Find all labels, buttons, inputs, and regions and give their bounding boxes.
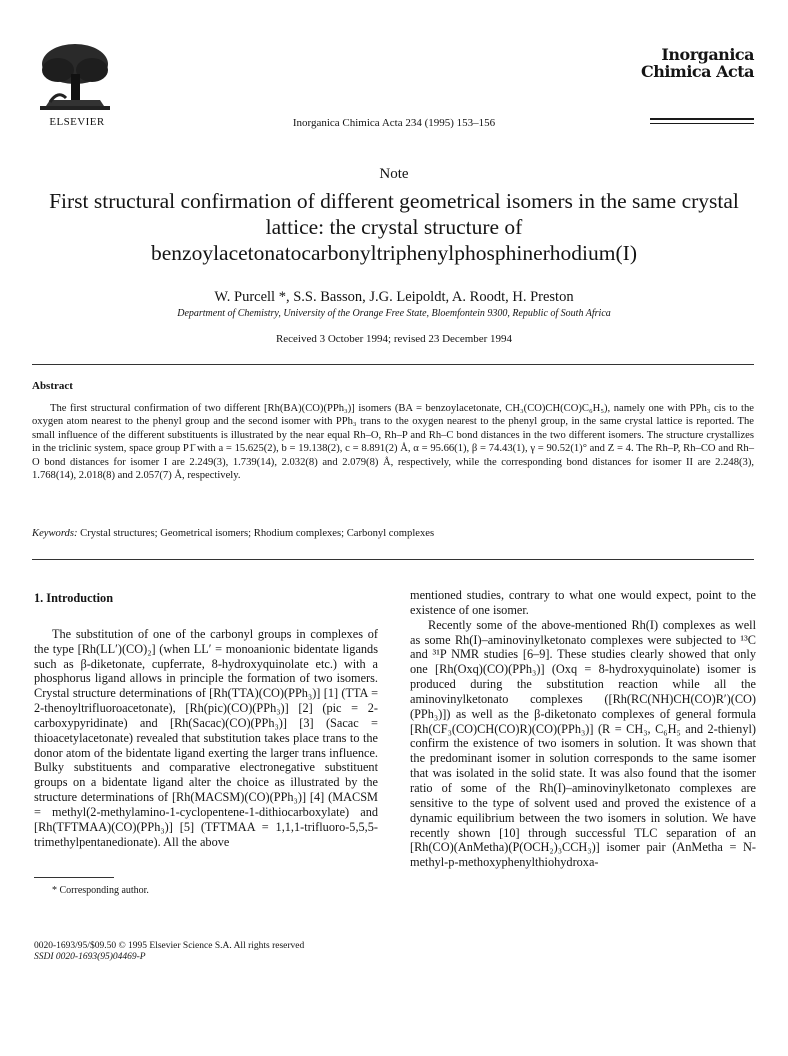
abstract-heading: Abstract (32, 380, 73, 392)
affiliation: Department of Chemistry, University of the Orange Free State, Bloemfontein 9300, Republic of South Africa (177, 308, 611, 319)
author-list: W. Purcell *, S.S. Basson, J.G. Leipoldt, A. Roodt, H. Preston (214, 289, 574, 305)
keywords-text: Crystal structures; Geometrical isomers; Rhodium complexes; Carbonyl complexes (80, 528, 435, 539)
ssdi: SSDI 0020-1693(95)04469-P (34, 952, 146, 962)
journal-logo-line1: Inorganica (661, 45, 754, 64)
paragraph: The substitution of one of the carbonyl groups in complexes of the type [Rh(LL′)(CO)₂] (when LL′ = monoanionic bidentate ligands such as β-diketonate, cupferrate, 8-hydroxyquinolate etc.) with a phosphorus ligand allows in principle the formation of two isomers. Crystal structure determinations of [Rh(TTA)(CO)(PPh₃)] [1] (TTA = 2-thenoyltrifluoroacetonate), [Rh(pic)(CO)(PPh₃)] [2] (pic = 2-carboxypyridinate) and [Rh(Sacac)(CO)(PPh₃)] [3] (Sacac = thioacetylacetonate) revealed that substitution takes place trans to the donor atom of the bidentate ligand exerting the larger trans influence. Bulky substituents and comparative electronegative substituent groups on a bidentate ligand alter the choice as illustrated by the structure determinations of [Rh(MACSM)(CO)(PPh₃)] [4] (MACSM = methyl(2-methylamino-1-cyclopentene-1-dithiocarboxylate) and [Rh(TFTMAA)(CO)(PPh₃)] [5] (TFTMAA = 1,1,1-trifluoro-5,5,5-trimethylpentanedionate). All the above (34, 626, 378, 849)
keywords (32, 528, 754, 539)
divider (32, 559, 754, 560)
paragraph: Recently some of the above-mentioned Rh(I) complexes as well as some Rh(I)–aminovinylketonato complexes were subjected to ¹³C and ³¹P NMR studies [6–9]. These studies clearly showed that only one [Rh(Oxq)(CO)(PPh₃)] (Oxq = 8-hydroxyquinolate) isomer is produced during the substitution reaction while all the aminovinylketonato complexes ([Rh(RC(NH)CH(CO)R′)(CO)(PPh₃)]) as well as the β-diketonato complexes of general formula [Rh(CF₃(CO)CH(CO)R)(CO)(PPh₃)] (R = CH₃, C₆H₅ and 2-thienyl) confirm the existence of two isomers in solution. It was shown that the predominant isomer in solution corresponds to the same isomer that was isolated in the solid state. It was also found that the isomer ratio of some of the Rh(I)–aminovinylketonato complexes are sensitive to the type of solvent used and proved the existence of a dynamic equilibrium between the two isomers in solution. We have recently shown [10] through successful TLC separation of an [Rh(CO)(AnMetha)(P(OCH₂)₃CCH₃)] isomer pair (AnMetha = N-methyl-p-methoxyphenylthiohydroxa- (410, 617, 756, 870)
journal-citation: Inorganica Chimica Acta 234 (1995) 153–156 (292, 117, 496, 129)
keywords-label: Keywords: (32, 528, 78, 539)
left-column (34, 591, 378, 850)
footnote: * Corresponding author. (52, 885, 149, 896)
article-title: First structural confirmation of different geometrical isomers in the same crystal lattice: the crystal structure of benzoylacetonatocarbonyltriphenylphosphinerhodium(I) (49, 189, 739, 265)
abstract-text: The first structural confirmation of two different [Rh(BA)(CO)(PPh₃)] isomers (BA = benzoylacetonate, CH₃(CO)CH(CO)C₆H₅), namely one with PPh₃ cis to the oxygen atom nearest to the phenyl group and the second isomer with PPh₃ trans to the oxygen nearest to the phenyl group, in the same crystal lattice is reported. The small influence of the different substituents is illustrated by the near equal Rh–O, Rh–P and Rh–C bond distances in the two different isomers. The structure crystallizes in the triclinic system, space group P1̄ with a = 15.625(2), b = 19.138(2), c = 8.891(2) Å, α = 95.66(1), β = 74.43(1), γ = 90.52(1)° and Z = 4. The Rh–P, Rh–CO and Rh–O bond distances for isomer I are 2.249(3), 1.739(14), 2.032(8) and 2.079(8) Å, respectively, while the corresponding bond distances for isomer II are 2.248(3), 1.768(14), 2.018(8) and 2.057(7) Å, respectively. (32, 403, 754, 482)
divider (32, 364, 754, 365)
article-type: Note (379, 166, 409, 182)
copyright: 0020-1693/95/$09.50 © 1995 Elsevier Science S.A. All rights reserved (34, 941, 305, 951)
publisher-name: ELSEVIER (49, 116, 105, 128)
journal-rule (650, 123, 754, 124)
right-column (410, 588, 756, 870)
footnote-rule (34, 877, 114, 878)
received-dates: Received 3 October 1994; revised 23 December 1994 (275, 333, 513, 345)
paragraph: mentioned studies, contrary to what one would expect, point to the existence of one isomer. (410, 588, 756, 617)
journal-logo (624, 46, 754, 80)
section-heading: 1. Introduction (34, 591, 114, 605)
journal-logo-line2: Chimica Acta (640, 62, 754, 81)
journal-rule (650, 118, 754, 120)
elsevier-tree-logo (36, 40, 114, 112)
